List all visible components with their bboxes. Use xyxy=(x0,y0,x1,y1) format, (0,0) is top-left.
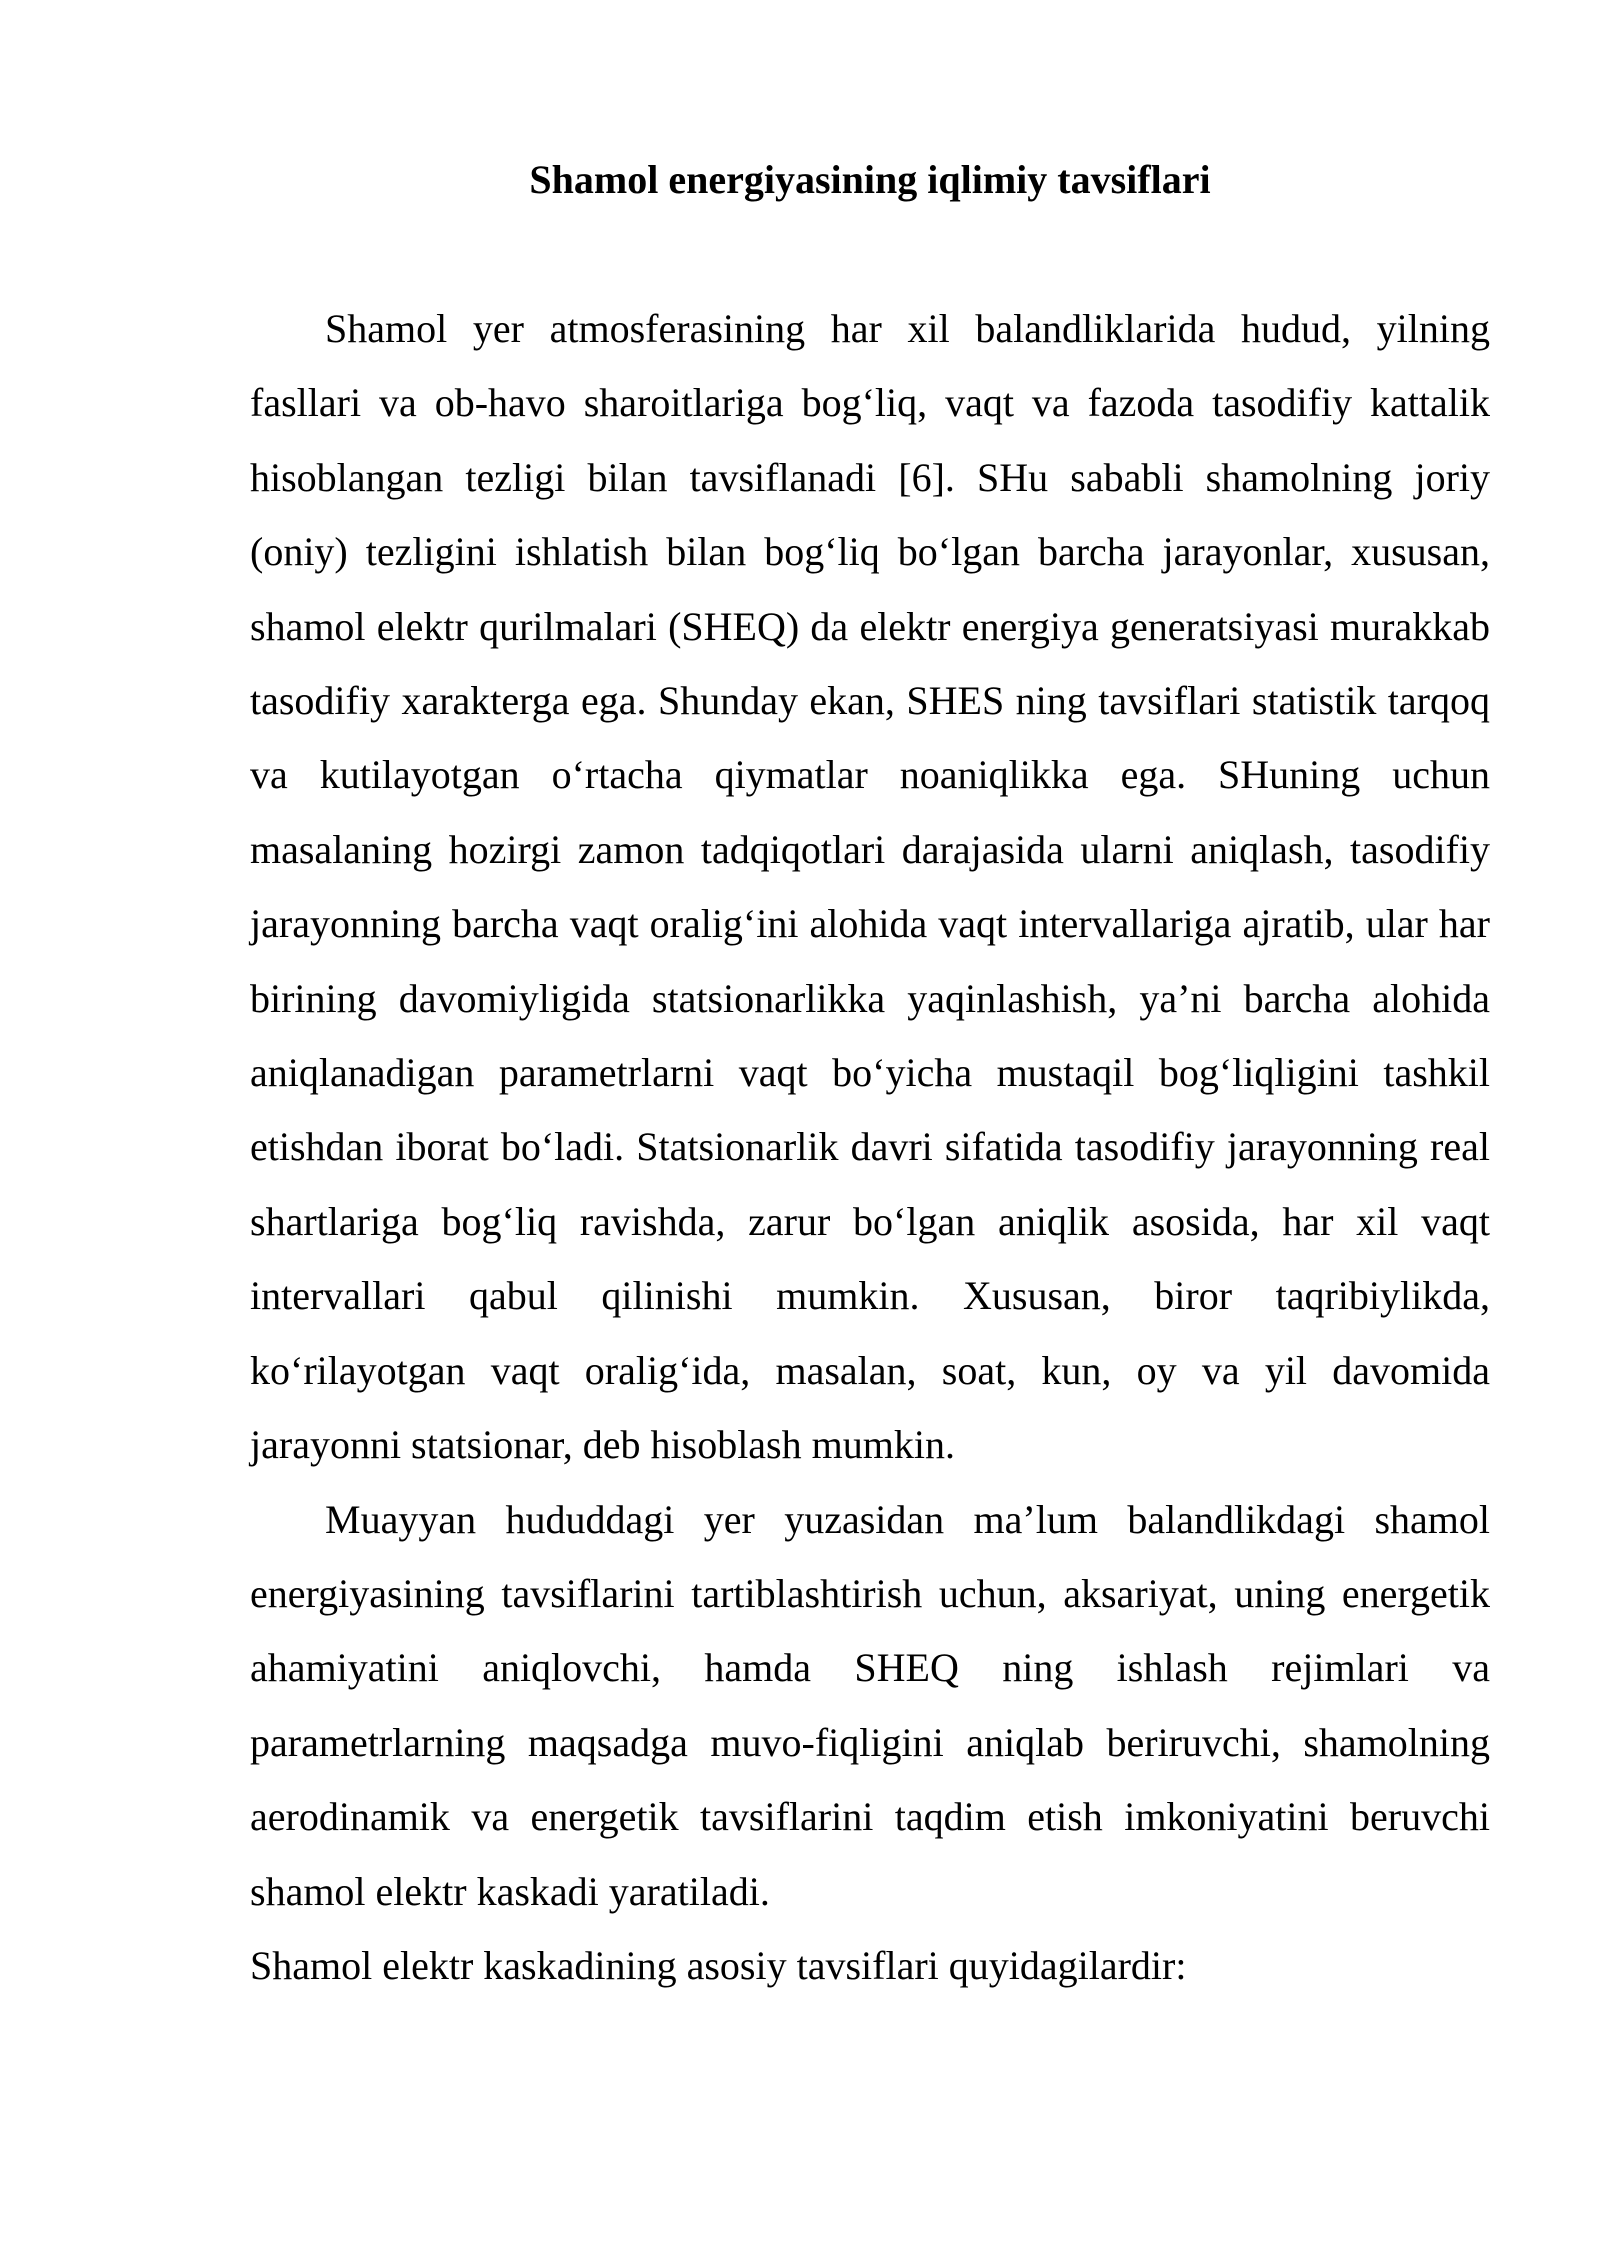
paragraph-wind-cascade: Muayyan hududdagi yer yuzasidan ma’lum balandlikdagi shamol energiyasining tavsiflarini tartiblashtirish uchun, aksariyat, uning energetik ahamiyatini aniqlovchi, hamda SHEQ ning ishlash rejimlari va parametrlarning maqsadga muvo-fiqligini aniqlab beriruvchi, shamolning aerodinamik va energetik tavsiflarini taqdim etish imkoniyatini beruvchi shamol elektr kaskadi yaratiladi. xyxy=(250,1496,1490,1914)
paragraph-wind-characteristics: Shamol yer atmosferasining har xil balandliklarida hudud, yilning fasllari va ob-havo sharoitlariga bog‘liq, vaqt va fazoda tasodifiy kattalik hisoblangan tezligi bilan tavsiflanadi [6]. SHu sababli shamolning joriy (oniy) tezligini ishlatish bilan bog‘liq bo‘lgan barcha jarayonlar, xususan, shamol elektr qurilmalari (SHEQ) da elektr energiya generatsiyasi murakkab tasodifiy xarakterga ega. Shunday ekan, SHES ning tavsiflari statistik tarqoq va kutilayotgan o‘rtacha qiymatlar noaniqlikka ega. SHuning uchun masalaning hozirgi zamon tadqiqotlari darajasida ularni aniqlash, tasodifiy jarayonning barcha vaqt oralig‘ini alohida vaqt intervallariga ajratib, ular har birining davomiyligida statsionarlikka yaqinlashish, ya’ni barcha alohida aniqlanadigan parametrlarni vaqt bo‘yicha mustaqil bog‘liqligini tashkil etishdan iborat bo‘ladi. Statsionarlik davri sifatida tasodifiy jarayonning real shartlariga bog‘liq ravishda, zarur bo‘lgan aniqlik asosida, har xil vaqt intervallari qabul qilinishi mumkin. Xususan, biror taqribiylikda, ko‘rilayotgan vaqt oralig‘ida, masalan, soat, kun, oy va yil davomida jarayonni statsionar, deb hisoblash mumkin. xyxy=(250,306,1490,1468)
document-body xyxy=(250,292,1490,2003)
paragraph-cascade-intro: Shamol elektr kaskadining asosiy tavsiflari quyidagilardir: xyxy=(250,1942,1187,1988)
document-title: Shamol energiyasining iqlimiy tavsiflari xyxy=(529,157,1211,202)
